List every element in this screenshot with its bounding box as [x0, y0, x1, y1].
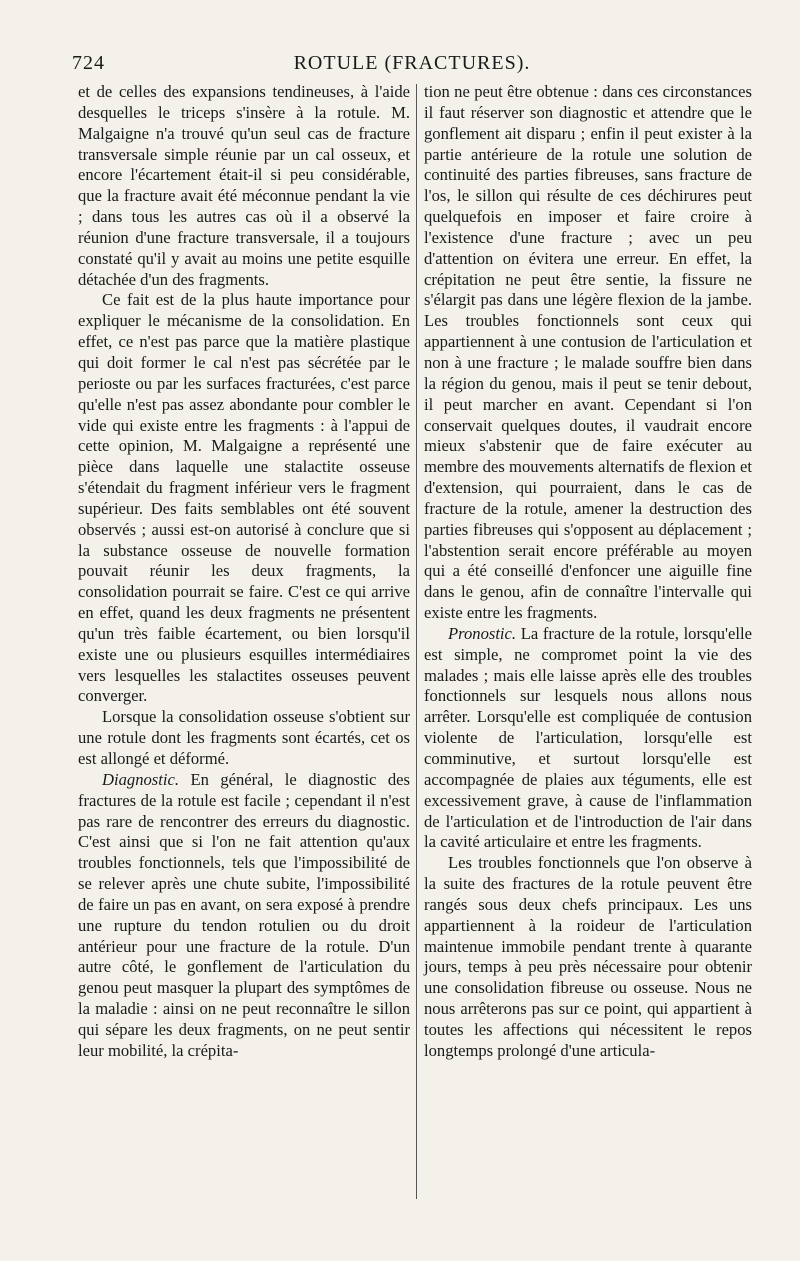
paragraph: Les troubles fonctionnels que l'on observe à la suite des fractures de la rotule peuvent être rangés sous deux chefs principaux. Les uns appartiennent à la roideur de l'articulation maintenue immobile pendant trente à quarante jours, temps à peu près nécessaire pour obtenir une consolidation fibreuse ou osseuse. Nous ne nous arrêterons pas sur ce point, qui appartient à toutes les affections qui nécessitent le repos longtemps prolongé d'une articula-: [424, 853, 752, 1060]
paragraph: [78, 770, 410, 1062]
column-divider: [416, 84, 417, 1199]
paragraph: [424, 624, 752, 853]
page-number: 724: [72, 52, 105, 74]
paragraph-text: En général, le diagnostic des fractures de la rotule est facile ; cependant il n'est pas rare de rencontrer des erreurs du diagnostic. C'est ainsi que si l'on ne fait attention qu'aux troubles fonctionnels, tels que l'impossibilité de se relever après une chute subite, l'impossibilité de faire un pas en avant, on sera exposé à prendre une rupture du tendon rotulien ou du droit antérieur pour une fracture de la rotule. D'un autre côté, le gonflement de l'articulation du genou peut masquer la plupart des symptômes de la maladie : ainsi on ne peut reconnaître le sillon qui sépare les deux fragments, on ne peut sentir leur mobilité, la crépita-: [78, 769, 410, 1060]
paragraph: tion ne peut être obtenue : dans ces circonstances il faut réserver son diagnostic et attendre que le gonflement ait disparu ; enfin il peut exister à la partie antérieure de la rotule une solution de continuité des parties fibreuses, sans fracture de l'os, le sillon qui résulte de ces déchirures peut quelquefois en imposer et faire croire à l'existence d'une fracture ; avec un peu d'attention on évitera une erreur. En effet, la crépitation ne peut être sentie, la fissure ne s'élargit pas dans une légère flexion de la jambe. Les troubles fonctionnels sont ceux qui appartiennent à une contusion de l'articulation et non à une fracture ; le malade souffre bien dans la région du genou, mais il peut se tenir debout, il peut marcher en avant. Cependant si l'on conservait quelques doutes, il vaudrait encore mieux s'abstenir que de faire exécuter au membre des mouvements alternatifs de flexion et d'extension, qui pourraient, dans le cas de fracture de la rotule, amener la destruction des parties fibreuses qui s'opposent au déplacement ; l'abstention serait encore préférable au moyen qui a été conseillé d'enfoncer une aiguille fine dans le genou, afin de connaître l'intervalle qui existe entre les fragments.: [424, 82, 752, 623]
paragraph: et de celles des expansions tendineuses, à l'aide desquelles le triceps s'insère à la rotule. M. Malgaigne n'a trouvé qu'un seul cas de fracture transversale simple réunie par un cal osseux, et encore l'écartement était-il si peu considérable, que la fracture avait été méconnue pendant la vie ; dans tous les autres cas où il a observé la réunion d'une fracture transversale, il a toujours constaté qu'il y avait au moins une petite esquille détachée d'un des fragments.: [78, 82, 410, 289]
page-header: [72, 52, 752, 82]
paragraph: Ce fait est de la plus haute importance pour expliquer le mécanisme de la consolidation. En effet, ce n'est pas parce que la matière plastique qui doit former le cal n'est pas sécrétée par le perioste ou par les surfaces fracturées, c'est parce qu'elle n'est pas assez abondante pour combler le vide qui existe entre les fragments : à l'appui de cette opinion, M. Malgaigne a représenté une pièce dans laquelle une stalactite osseuse s'étendait du fragment inférieur vers le fragment supérieur. Des faits semblables ont été souvent observés ; aussi est-on autorisé à conclure que si la substance osseuse de nouvelle formation pouvait réunir les deux fragments, la consolidation pourrait se faire. C'est ce qui arrive en effet, quand les deux fragments ne présentent qu'un très faible écartement, ou bien lorsqu'il existe une ou plusieurs esquilles intermédiaires vers lesquelles les stalactites osseuses peuvent converger.: [78, 290, 410, 706]
left-column: [78, 82, 410, 1062]
paragraph-text: La fracture de la rotule, lorsqu'elle est simple, ne compromet point la vie des malades ; mais elle laisse après elle des troubles fonctionnels sur lesquels nous allons nous arrêter. Lorsqu'elle est compliquée de contusion violente de l'articulation, lorsqu'elle est comminutive, et surtout lorsqu'elle est accompagnée de plaies aux téguments, elle est excessivement grave, à cause de l'inflammation de l'articulation et de l'introduction de l'air dans la cavité articulaire et entre les fragments.: [424, 623, 752, 852]
paragraph: Lorsque la consolidation osseuse s'obtient sur une rotule dont les fragments sont écartés, cet os est allongé et déformé.: [78, 707, 410, 768]
section-heading-diagnostic: Diagnostic.: [102, 769, 179, 789]
running-head: ROTULE (FRACTURES).: [293, 52, 531, 74]
right-column: [424, 82, 752, 1062]
section-heading-pronostic: Pronostic.: [448, 623, 517, 643]
